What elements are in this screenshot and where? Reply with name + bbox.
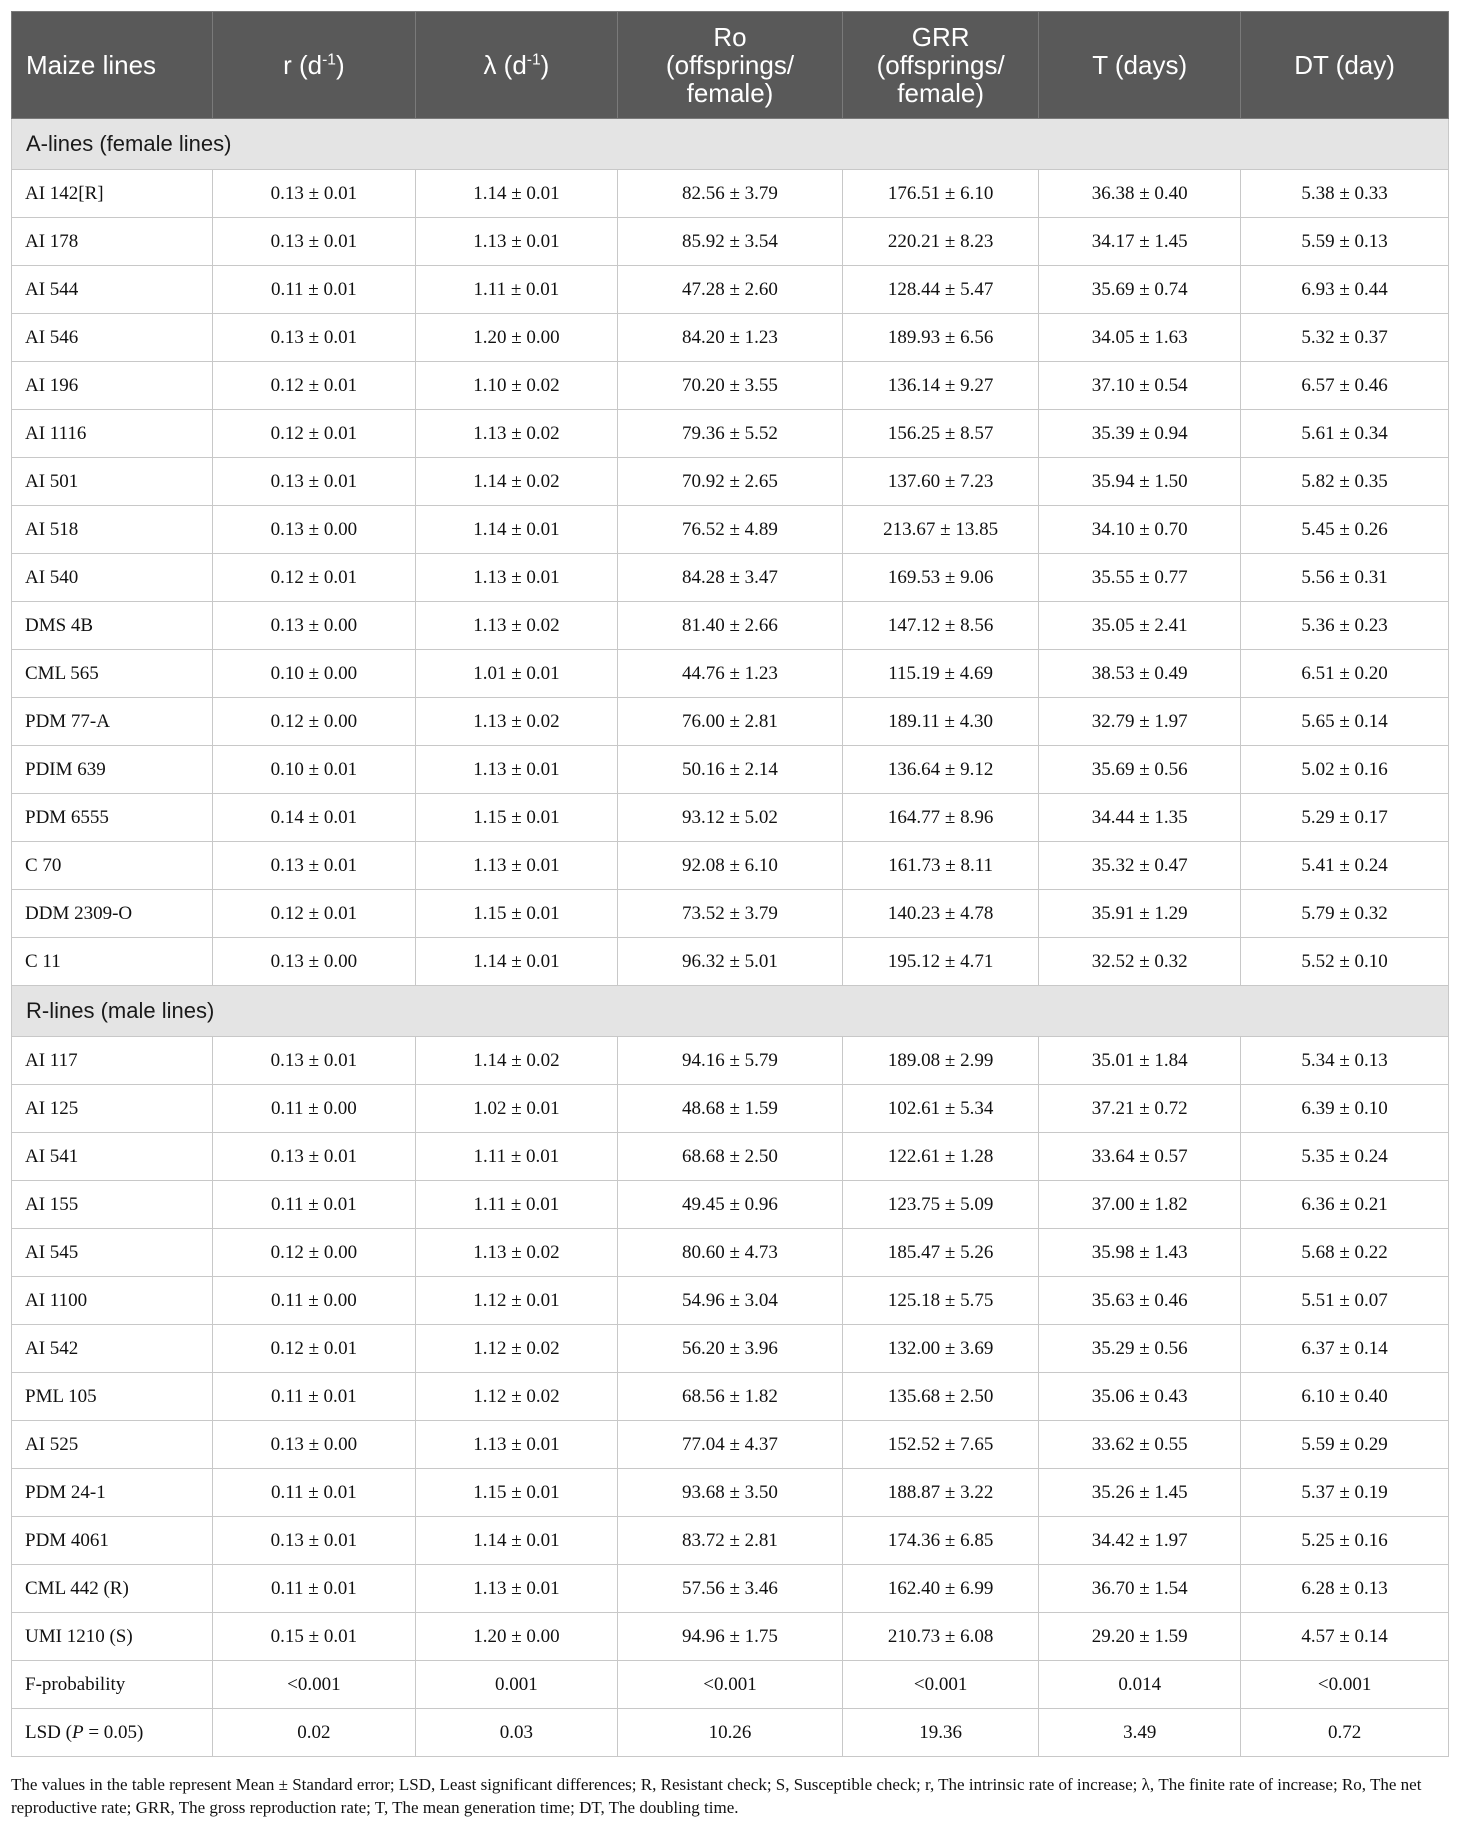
table-cell: 6.93 ± 0.44 — [1241, 266, 1449, 314]
table-cell: <0.001 — [212, 1661, 415, 1709]
table-cell: 5.59 ± 0.29 — [1241, 1421, 1449, 1469]
table-row — [12, 1565, 1449, 1613]
table-row — [12, 1181, 1449, 1229]
table-cell: 5.45 ± 0.26 — [1241, 506, 1449, 554]
table-cell: 37.10 ± 0.54 — [1039, 362, 1241, 410]
table-cell: 152.52 ± 7.65 — [843, 1421, 1039, 1469]
table-cell: 5.51 ± 0.07 — [1241, 1277, 1449, 1325]
table-cell: 5.38 ± 0.33 — [1241, 170, 1449, 218]
table-cell: 6.57 ± 0.46 — [1241, 362, 1449, 410]
table-cell: 0.12 ± 0.00 — [212, 1229, 415, 1277]
table-cell: 1.13 ± 0.01 — [415, 1421, 617, 1469]
table-cell: 94.96 ± 1.75 — [617, 1613, 842, 1661]
table-cell: 5.29 ± 0.17 — [1241, 794, 1449, 842]
table-cell: 132.00 ± 3.69 — [843, 1325, 1039, 1373]
row-label: PDM 77-A — [12, 698, 213, 746]
table-cell: 1.13 ± 0.02 — [415, 410, 617, 458]
row-label: AI 545 — [12, 1229, 213, 1277]
table-cell: 32.52 ± 0.32 — [1039, 938, 1241, 986]
table-cell: 189.11 ± 4.30 — [843, 698, 1039, 746]
table-cell: 5.41 ± 0.24 — [1241, 842, 1449, 890]
f-probability-row — [12, 1661, 1449, 1709]
header-maize-lines: Maize lines — [12, 12, 213, 119]
table-row — [12, 1085, 1449, 1133]
table-cell: 0.11 ± 0.01 — [212, 1373, 415, 1421]
table-cell: 96.32 ± 5.01 — [617, 938, 842, 986]
table-cell: 79.36 ± 5.52 — [617, 410, 842, 458]
header-t: T (days) — [1039, 12, 1241, 119]
table-cell: 1.13 ± 0.02 — [415, 1229, 617, 1277]
table-cell: 35.32 ± 0.47 — [1039, 842, 1241, 890]
table-cell: 128.44 ± 5.47 — [843, 266, 1039, 314]
table-cell: 35.94 ± 1.50 — [1039, 458, 1241, 506]
table-cell: 94.16 ± 5.79 — [617, 1037, 842, 1085]
table-cell: 19.36 — [843, 1709, 1039, 1757]
table-cell: 68.56 ± 1.82 — [617, 1373, 842, 1421]
table-cell: 0.13 ± 0.00 — [212, 1421, 415, 1469]
table-row — [12, 650, 1449, 698]
table-cell: 82.56 ± 3.79 — [617, 170, 842, 218]
table-cell: 1.15 ± 0.01 — [415, 1469, 617, 1517]
table-footnote: The values in the table represent Mean ± Standard error; LSD, Least significant differences; R, Resistant check; S, Susceptible check; r, The intrinsic rate of increase; λ, The finite rate of increase; Ro, The net reproductive rate; GRR, The gross reproduction rate; T, The mean generation time; DT, The doubling time. — [11, 1775, 1422, 1817]
table-row — [12, 1133, 1449, 1181]
table-row — [12, 362, 1449, 410]
section-title: A-lines (female lines) — [12, 119, 1449, 170]
table-cell: 1.13 ± 0.01 — [415, 746, 617, 794]
table-cell: 81.40 ± 2.66 — [617, 602, 842, 650]
table-cell: 122.61 ± 1.28 — [843, 1133, 1039, 1181]
table-cell: 5.59 ± 0.13 — [1241, 218, 1449, 266]
table-cell: 0.11 ± 0.01 — [212, 1469, 415, 1517]
table-row — [12, 1373, 1449, 1421]
table-cell: 34.17 ± 1.45 — [1039, 218, 1241, 266]
row-label: AI 125 — [12, 1085, 213, 1133]
table-cell: 76.52 ± 4.89 — [617, 506, 842, 554]
table-cell: 6.39 ± 0.10 — [1241, 1085, 1449, 1133]
life-table-parameters-table — [11, 11, 1449, 1757]
table-cell: 77.04 ± 4.37 — [617, 1421, 842, 1469]
table-cell: 213.67 ± 13.85 — [843, 506, 1039, 554]
table-cell: 35.98 ± 1.43 — [1039, 1229, 1241, 1277]
row-label: AI 1100 — [12, 1277, 213, 1325]
row-label: PDM 4061 — [12, 1517, 213, 1565]
table-cell: 1.12 ± 0.02 — [415, 1373, 617, 1421]
table-cell: 1.20 ± 0.00 — [415, 314, 617, 362]
table-cell: 1.20 ± 0.00 — [415, 1613, 617, 1661]
table-cell: 0.13 ± 0.01 — [212, 314, 415, 362]
table-cell: 70.92 ± 2.65 — [617, 458, 842, 506]
table-cell: 1.13 ± 0.01 — [415, 842, 617, 890]
table-cell: 35.26 ± 1.45 — [1039, 1469, 1241, 1517]
table-cell: 0.13 ± 0.00 — [212, 506, 415, 554]
table-cell: 6.36 ± 0.21 — [1241, 1181, 1449, 1229]
table-cell: <0.001 — [843, 1661, 1039, 1709]
table-cell: 6.10 ± 0.40 — [1241, 1373, 1449, 1421]
table-row — [12, 506, 1449, 554]
table-cell: 34.44 ± 1.35 — [1039, 794, 1241, 842]
table-row — [12, 602, 1449, 650]
table-cell: 1.13 ± 0.01 — [415, 554, 617, 602]
table-cell: 6.37 ± 0.14 — [1241, 1325, 1449, 1373]
table-cell: 0.12 ± 0.01 — [212, 410, 415, 458]
row-label: CML 565 — [12, 650, 213, 698]
table-cell: 3.49 — [1039, 1709, 1241, 1757]
table-cell: <0.001 — [617, 1661, 842, 1709]
row-label: F-probability — [12, 1661, 213, 1709]
table-cell: 38.53 ± 0.49 — [1039, 650, 1241, 698]
table-cell: 5.37 ± 0.19 — [1241, 1469, 1449, 1517]
table-cell: 5.82 ± 0.35 — [1241, 458, 1449, 506]
row-label: C 70 — [12, 842, 213, 890]
table-cell: 1.11 ± 0.01 — [415, 1181, 617, 1229]
table-row — [12, 938, 1449, 986]
header-ro: Ro (offsprings/ female) — [617, 12, 842, 119]
table-cell: 56.20 ± 3.96 — [617, 1325, 842, 1373]
table-cell: 1.15 ± 0.01 — [415, 890, 617, 938]
table-row — [12, 1229, 1449, 1277]
section-title: R-lines (male lines) — [12, 986, 1449, 1037]
table-cell: 35.91 ± 1.29 — [1039, 890, 1241, 938]
row-label: PDIM 639 — [12, 746, 213, 794]
table-cell: 195.12 ± 4.71 — [843, 938, 1039, 986]
table-row — [12, 1517, 1449, 1565]
table-cell: 5.36 ± 0.23 — [1241, 602, 1449, 650]
table-cell: 161.73 ± 8.11 — [843, 842, 1039, 890]
row-label: PDM 6555 — [12, 794, 213, 842]
header-lambda: λ $(d^{-1})$ — [415, 12, 617, 119]
table-cell: <0.001 — [1241, 1661, 1449, 1709]
table-cell: 0.11 ± 0.00 — [212, 1085, 415, 1133]
section-row — [12, 119, 1449, 170]
table-cell: 76.00 ± 2.81 — [617, 698, 842, 746]
table-cell: 0.13 ± 0.01 — [212, 842, 415, 890]
table-row — [12, 698, 1449, 746]
table-cell: 1.14 ± 0.01 — [415, 170, 617, 218]
table-cell: 92.08 ± 6.10 — [617, 842, 842, 890]
table-cell: 174.36 ± 6.85 — [843, 1517, 1039, 1565]
table-cell: 36.38 ± 0.40 — [1039, 170, 1241, 218]
row-label: AI 525 — [12, 1421, 213, 1469]
table-cell: 32.79 ± 1.97 — [1039, 698, 1241, 746]
row-label: AI 142[R] — [12, 170, 213, 218]
table-cell: 37.21 ± 0.72 — [1039, 1085, 1241, 1133]
table-cell: 0.10 ± 0.00 — [212, 650, 415, 698]
table-cell: 0.13 ± 0.00 — [212, 938, 415, 986]
table-cell: 0.13 ± 0.01 — [212, 1517, 415, 1565]
table-cell: 1.15 ± 0.01 — [415, 794, 617, 842]
table-cell: 0.13 ± 0.00 — [212, 602, 415, 650]
table-cell: 125.18 ± 5.75 — [843, 1277, 1039, 1325]
table-cell: 147.12 ± 8.56 — [843, 602, 1039, 650]
row-label: CML 442 (R) — [12, 1565, 213, 1613]
table-cell: 136.14 ± 9.27 — [843, 362, 1039, 410]
table-cell: 34.05 ± 1.63 — [1039, 314, 1241, 362]
table-cell: 0.13 ± 0.01 — [212, 218, 415, 266]
table-cell: 1.14 ± 0.02 — [415, 1037, 617, 1085]
table-cell: 220.21 ± 8.23 — [843, 218, 1039, 266]
table-cell: 1.13 ± 0.01 — [415, 218, 617, 266]
table-cell: 35.55 ± 0.77 — [1039, 554, 1241, 602]
table-cell: 1.14 ± 0.01 — [415, 506, 617, 554]
table-cell: 0.03 — [415, 1709, 617, 1757]
table-cell: 54.96 ± 3.04 — [617, 1277, 842, 1325]
table-cell: 50.16 ± 2.14 — [617, 746, 842, 794]
table-cell: 80.60 ± 4.73 — [617, 1229, 842, 1277]
table-cell: 136.64 ± 9.12 — [843, 746, 1039, 794]
data-table-container — [11, 11, 1449, 1757]
table-header — [12, 12, 1449, 119]
table-cell: 115.19 ± 4.69 — [843, 650, 1039, 698]
table-cell: 68.68 ± 2.50 — [617, 1133, 842, 1181]
header-dt: DT (day) — [1241, 12, 1449, 119]
table-row — [12, 314, 1449, 362]
table-cell: 189.08 ± 2.99 — [843, 1037, 1039, 1085]
table-cell: 0.12 ± 0.01 — [212, 362, 415, 410]
table-cell: 0.014 — [1039, 1661, 1241, 1709]
row-label: AI 546 — [12, 314, 213, 362]
table-cell: 0.11 ± 0.01 — [212, 266, 415, 314]
table-cell: 6.28 ± 0.13 — [1241, 1565, 1449, 1613]
table-cell: 35.69 ± 0.56 — [1039, 746, 1241, 794]
header-grr: GRR (offsprings/ female) — [843, 12, 1039, 119]
table-cell: 1.14 ± 0.01 — [415, 1517, 617, 1565]
row-label: LSD (P = 0.05) — [12, 1709, 213, 1757]
table-cell: 0.12 ± 0.00 — [212, 698, 415, 746]
row-label: AI 542 — [12, 1325, 213, 1373]
table-row — [12, 1469, 1449, 1517]
row-label: AI 117 — [12, 1037, 213, 1085]
table-cell: 0.12 ± 0.01 — [212, 890, 415, 938]
table-body — [12, 119, 1449, 1757]
table-cell: 137.60 ± 7.23 — [843, 458, 1039, 506]
lsd-row — [12, 1709, 1449, 1757]
table-cell: 5.65 ± 0.14 — [1241, 698, 1449, 746]
row-label: AI 518 — [12, 506, 213, 554]
table-row — [12, 1613, 1449, 1661]
row-label: AI 544 — [12, 266, 213, 314]
row-label: AI 540 — [12, 554, 213, 602]
table-cell: 10.26 — [617, 1709, 842, 1757]
table-cell: 1.12 ± 0.02 — [415, 1325, 617, 1373]
table-cell: 1.11 ± 0.01 — [415, 1133, 617, 1181]
table-cell: 164.77 ± 8.96 — [843, 794, 1039, 842]
table-cell: 0.11 ± 0.01 — [212, 1565, 415, 1613]
table-cell: 162.40 ± 6.99 — [843, 1565, 1039, 1613]
table-cell: 1.11 ± 0.01 — [415, 266, 617, 314]
row-label: AI 501 — [12, 458, 213, 506]
table-cell: 37.00 ± 1.82 — [1039, 1181, 1241, 1229]
table-cell: 1.12 ± 0.01 — [415, 1277, 617, 1325]
table-row — [12, 1277, 1449, 1325]
table-cell: 189.93 ± 6.56 — [843, 314, 1039, 362]
table-cell: 0.15 ± 0.01 — [212, 1613, 415, 1661]
table-cell: 35.01 ± 1.84 — [1039, 1037, 1241, 1085]
table-cell: 0.72 — [1241, 1709, 1449, 1757]
table-row — [12, 170, 1449, 218]
table-cell: 33.64 ± 0.57 — [1039, 1133, 1241, 1181]
table-cell: 1.10 ± 0.02 — [415, 362, 617, 410]
table-cell: 1.02 ± 0.01 — [415, 1085, 617, 1133]
table-cell: 1.13 ± 0.02 — [415, 602, 617, 650]
table-cell: 185.47 ± 5.26 — [843, 1229, 1039, 1277]
table-cell: 44.76 ± 1.23 — [617, 650, 842, 698]
table-cell: 169.53 ± 9.06 — [843, 554, 1039, 602]
table-cell: 70.20 ± 3.55 — [617, 362, 842, 410]
table-cell: 0.13 ± 0.01 — [212, 1037, 415, 1085]
table-row — [12, 746, 1449, 794]
table-cell: 34.42 ± 1.97 — [1039, 1517, 1241, 1565]
row-label: PDM 24-1 — [12, 1469, 213, 1517]
table-cell: 0.001 — [415, 1661, 617, 1709]
table-cell: 5.02 ± 0.16 — [1241, 746, 1449, 794]
table-cell: 6.51 ± 0.20 — [1241, 650, 1449, 698]
table-cell: 176.51 ± 6.10 — [843, 170, 1039, 218]
table-cell: 57.56 ± 3.46 — [617, 1565, 842, 1613]
table-cell: 0.13 ± 0.01 — [212, 170, 415, 218]
table-cell: 0.11 ± 0.00 — [212, 1277, 415, 1325]
table-cell: 35.06 ± 0.43 — [1039, 1373, 1241, 1421]
table-row — [12, 890, 1449, 938]
table-row — [12, 218, 1449, 266]
table-row — [12, 1037, 1449, 1085]
table-cell: 0.11 ± 0.01 — [212, 1181, 415, 1229]
table-cell: 5.34 ± 0.13 — [1241, 1037, 1449, 1085]
table-cell: 93.12 ± 5.02 — [617, 794, 842, 842]
table-cell: 73.52 ± 3.79 — [617, 890, 842, 938]
table-row — [12, 842, 1449, 890]
table-cell: 1.13 ± 0.01 — [415, 1565, 617, 1613]
row-label: PML 105 — [12, 1373, 213, 1421]
table-cell: 35.29 ± 0.56 — [1039, 1325, 1241, 1373]
table-cell: 0.13 ± 0.01 — [212, 1133, 415, 1181]
table-cell: 34.10 ± 0.70 — [1039, 506, 1241, 554]
table-cell: 84.20 ± 1.23 — [617, 314, 842, 362]
table-row — [12, 1421, 1449, 1469]
table-cell: 49.45 ± 0.96 — [617, 1181, 842, 1229]
row-label: UMI 1210 (S) — [12, 1613, 213, 1661]
table-cell: 83.72 ± 2.81 — [617, 1517, 842, 1565]
table-cell: 0.14 ± 0.01 — [212, 794, 415, 842]
table-row — [12, 1325, 1449, 1373]
table-cell: 93.68 ± 3.50 — [617, 1469, 842, 1517]
table-cell: 210.73 ± 6.08 — [843, 1613, 1039, 1661]
table-cell: 135.68 ± 2.50 — [843, 1373, 1039, 1421]
table-row — [12, 794, 1449, 842]
table-cell: 85.92 ± 3.54 — [617, 218, 842, 266]
table-cell: 35.63 ± 0.46 — [1039, 1277, 1241, 1325]
table-cell: 156.25 ± 8.57 — [843, 410, 1039, 458]
table-cell: 188.87 ± 3.22 — [843, 1469, 1039, 1517]
table-cell: 5.25 ± 0.16 — [1241, 1517, 1449, 1565]
row-label: AI 155 — [12, 1181, 213, 1229]
row-label: DDM 2309-O — [12, 890, 213, 938]
table-cell: 5.68 ± 0.22 — [1241, 1229, 1449, 1277]
table-cell: 0.12 ± 0.01 — [212, 1325, 415, 1373]
table-cell: 1.01 ± 0.01 — [415, 650, 617, 698]
table-cell: 47.28 ± 2.60 — [617, 266, 842, 314]
table-cell: 48.68 ± 1.59 — [617, 1085, 842, 1133]
row-label: AI 196 — [12, 362, 213, 410]
table-cell: 5.61 ± 0.34 — [1241, 410, 1449, 458]
row-label: AI 541 — [12, 1133, 213, 1181]
table-cell: 4.57 ± 0.14 — [1241, 1613, 1449, 1661]
table-cell: 123.75 ± 5.09 — [843, 1181, 1039, 1229]
table-cell: 35.39 ± 0.94 — [1039, 410, 1241, 458]
row-label: AI 178 — [12, 218, 213, 266]
table-cell: 5.35 ± 0.24 — [1241, 1133, 1449, 1181]
table-cell: 1.14 ± 0.01 — [415, 938, 617, 986]
table-row — [12, 554, 1449, 602]
table-row — [12, 266, 1449, 314]
table-row — [12, 410, 1449, 458]
table-cell: 5.56 ± 0.31 — [1241, 554, 1449, 602]
section-row — [12, 986, 1449, 1037]
table-cell: 5.52 ± 0.10 — [1241, 938, 1449, 986]
table-cell: 0.12 ± 0.01 — [212, 554, 415, 602]
table-cell: 29.20 ± 1.59 — [1039, 1613, 1241, 1661]
table-cell: 36.70 ± 1.54 — [1039, 1565, 1241, 1613]
table-cell: 33.62 ± 0.55 — [1039, 1421, 1241, 1469]
table-cell: 0.10 ± 0.01 — [212, 746, 415, 794]
table-cell: 35.05 ± 2.41 — [1039, 602, 1241, 650]
table-cell: 1.14 ± 0.02 — [415, 458, 617, 506]
table-row — [12, 458, 1449, 506]
table-cell: 0.13 ± 0.01 — [212, 458, 415, 506]
row-label: DMS 4B — [12, 602, 213, 650]
row-label: AI 1116 — [12, 410, 213, 458]
table-cell: 0.02 — [212, 1709, 415, 1757]
header-r: r $(d^{-1})$ — [212, 12, 415, 119]
row-label: C 11 — [12, 938, 213, 986]
table-cell: 140.23 ± 4.78 — [843, 890, 1039, 938]
table-cell: 84.28 ± 3.47 — [617, 554, 842, 602]
table-cell: 35.69 ± 0.74 — [1039, 266, 1241, 314]
table-cell: 5.32 ± 0.37 — [1241, 314, 1449, 362]
table-cell: 1.13 ± 0.02 — [415, 698, 617, 746]
table-cell: 5.79 ± 0.32 — [1241, 890, 1449, 938]
table-cell: 102.61 ± 5.34 — [843, 1085, 1039, 1133]
